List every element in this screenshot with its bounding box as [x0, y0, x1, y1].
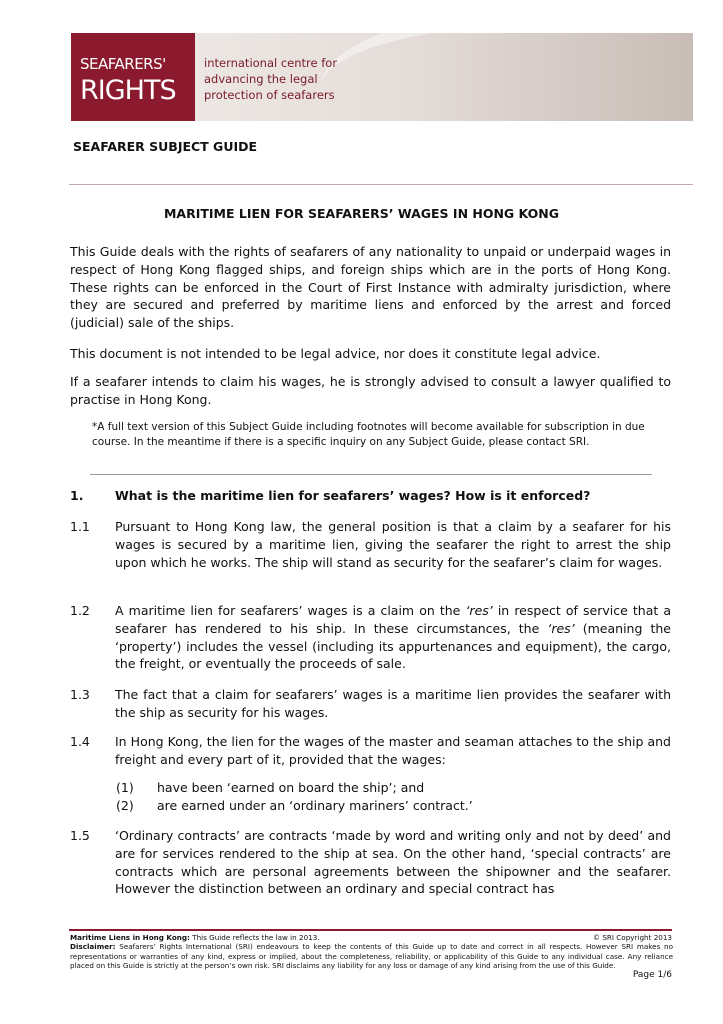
item-text-italic: ‘res’ — [465, 603, 493, 618]
disclaimer-label: Disclaimer: — [70, 942, 116, 951]
item-number: 1.1 — [70, 519, 90, 534]
divider — [90, 474, 652, 475]
sub-item-number: (1) — [116, 780, 134, 795]
item-number: 1.5 — [70, 828, 90, 843]
header-banner — [71, 33, 693, 121]
section-heading: What is the maritime lien for seafarers’ wages? How is it enforced? — [115, 488, 591, 503]
item-text: In Hong Kong, the lien for the wages of the master and seaman attaches to the ship and freight and every part of it, provided that the wages: — [115, 734, 671, 767]
footer-divider — [69, 929, 672, 931]
intro-paragraph: This Guide deals with the rights of seafarers of any nationality to unpaid or underpaid wages in respect of Hong Kong flagged ships, and foreign ships which are in the ports of Hong Kong. These rights can be enforced in the Court of First Instance with admiralty jurisdiction, where they are secured and preferred by maritime liens and enforced by the arrest and forced (judicial) sale of the ships. — [70, 244, 671, 331]
page-title: MARITIME LIEN FOR SEAFARERS’ WAGES IN HONG KONG — [163, 206, 560, 221]
intro-paragraph: This document is not intended to be legal advice, nor does it constitute legal advice. — [70, 346, 601, 361]
item-number: 1.2 — [70, 603, 90, 618]
logo-line-1: SEAFARERS' — [80, 55, 166, 73]
item-text-part: A maritime lien for seafarers’ wages is a claim on the — [115, 603, 466, 618]
intro-paragraph: If a seafarer intends to claim his wages, he is strongly advised to consult a lawyer qualified to practise in Hong Kong. — [70, 374, 671, 407]
logo-line-2: RIGHTS — [80, 75, 176, 106]
item-number: 1.4 — [70, 734, 90, 749]
item-text: The fact that a claim for seafarers’ wages is a maritime lien provides the seafarer with the ship as security for his wages. — [115, 687, 671, 720]
logo — [71, 33, 195, 121]
disclaimer-text: Seafarers’ Rights International (SRI) endeavours to keep the contents of this Guide up to date and correct in all respects. However SRI makes no representations or warranties of any kind, express or implied, about the completeness, reliability, or applicability of this Guide to any individual case. Any reliance placed on this Guide is strictly at the person’s own risk. SRI disclaims any liability for any loss or damage of any kind arising from the use of this Guide. — [70, 942, 673, 971]
copyright: © SRI Copyright 2013 — [592, 933, 672, 942]
subject-guide-label: SEAFARER SUBJECT GUIDE — [73, 139, 258, 154]
item-text-part: (meaning the ‘property’) includes the vessel (including its appurtenances and equipment), the cargo, the freight, or eventually the proceeds of sale. — [115, 620, 671, 672]
item-text: Pursuant to Hong Kong law, the general position is that a claim by a seafarer for his wages is secured by a maritime lien, giving the seafarer the right to arrest the ship upon which he works. The ship will stand as security for the seafarer’s claim for wages. — [115, 519, 671, 570]
item-number: 1.3 — [70, 687, 90, 702]
sub-item-text: have been ‘earned on board the ship’; and — [157, 780, 425, 795]
page-number: Page 1/6 — [632, 970, 672, 980]
item-text-italic: ‘res’ — [547, 620, 575, 636]
divider — [69, 184, 693, 185]
tagline-line: protection of seafarers — [204, 88, 335, 102]
tagline — [204, 55, 337, 103]
footnote-note: *A full text version of this Subject Guide including footnotes will become available for subscription in due course. In the meantime if there is a specific inquiry on any Subject Guide, please contact SRI. — [92, 421, 645, 448]
sub-item-number: (2) — [116, 798, 134, 813]
item-text — [115, 602, 671, 673]
footer-disclaimer — [70, 942, 673, 971]
sub-item-text: are earned under an ‘ordinary mariners’ contract.’ — [157, 798, 473, 813]
section-number: 1. — [70, 488, 84, 503]
item-text: ‘Ordinary contracts’ are contracts ‘made by word and writing only and not by deed’ and are for services rendered to the ship at sea. On the other hand, ‘special contracts’ are contracts which are personal agreements between the shipowner and the seafarer. However the distinction between an ordinary and special contract has — [115, 828, 671, 897]
tagline-line: advancing the legal — [204, 72, 318, 86]
banner-decoration — [321, 33, 693, 121]
footer-label: Maritime Liens in Hong Kong: — [70, 933, 190, 942]
item-text-part: in respect of service that a seafarer has rendered to his ship. In these circumstances, the — [115, 603, 671, 636]
footer-label-text: This Guide reflects the law in 2013. — [189, 933, 320, 942]
tagline-line: international centre for — [204, 56, 338, 70]
